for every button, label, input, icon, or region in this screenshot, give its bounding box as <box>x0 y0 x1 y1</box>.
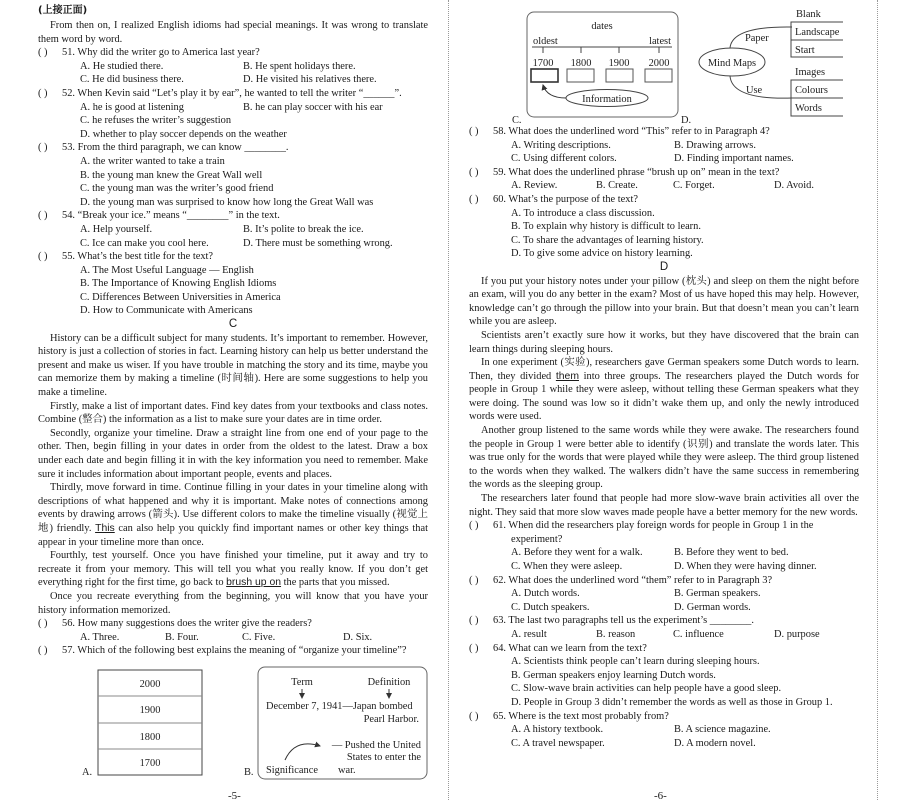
passage-d-paragraph-5: The researchers later found that people had more slow-wave brain activities all over the night. They said that more slow waves made people have a better memory for the new words. <box>469 493 859 518</box>
answer-blank[interactable]: ( ) <box>469 126 479 137</box>
intro-paragraph: From then on, I realized English idioms had special meanings. It was wrong to translate them word by word. <box>38 20 428 45</box>
option-a[interactable]: A. he is good at listening <box>80 101 184 113</box>
significance-label: Significance <box>266 765 318 776</box>
passage-d-paragraph-1: If you put your history notes under your pillow (枕头) and sleep on them the night before an exam, will you do any better in the exam? Most of us have hoped this may help. However, knowledge can’t go through the pillow into your brain. But that doesn’t mean you can’t learn while you are asleep. <box>469 275 859 328</box>
figure-a-row: 2000 <box>139 679 161 690</box>
text: In one experiment (实验), researchers gave German speakers some Dutch words to learn. Then, they divided <box>469 357 859 382</box>
blank-label: Blank <box>796 9 821 20</box>
passage-c-paragraph-2: Firstly, make a list of important dates. Find key dates from your textbooks and class notes. Combine (整合) the information as a list to make sure your dates are in time order. <box>38 400 428 426</box>
definition-line: Pearl Harbor. <box>363 714 419 725</box>
option-d[interactable]: D. How to Communicate with Americans <box>80 305 253 317</box>
underlined-word-them: them <box>555 370 579 382</box>
passage-d-paragraph-2: Scientists aren’t exactly sure how it works, but they have discovered that the brain can learn things during sleeping hours. <box>469 329 859 355</box>
option-a[interactable]: A. He studied there. <box>80 60 164 72</box>
answer-blank[interactable]: ( ) <box>38 251 48 263</box>
question-stem: 63. The last two paragraphs tell us the experiment’s ________. <box>493 615 754 627</box>
dates-label: dates <box>591 21 613 32</box>
option-d[interactable]: D. Six. <box>343 631 373 643</box>
page-number-right: -6- <box>654 790 667 802</box>
option-d[interactable]: D. To give some advice on history learning. <box>511 248 693 260</box>
figure-a-label: A. <box>82 767 93 778</box>
option-b[interactable]: B. Four. <box>165 631 199 643</box>
text: Fourthly, test yourself. Once you have finished your timeline, put it away and try to recreate it from your memory. This will tell you what you really know. If you don’t get everything right for the first time, go back to <box>38 550 428 589</box>
option-c[interactable]: C. influence <box>673 628 724 640</box>
year-label: 1800 <box>570 58 592 69</box>
latest-label: latest <box>649 36 671 47</box>
definition-label: Definition <box>367 677 411 688</box>
figure-a-stacked-dates <box>82 670 202 778</box>
option-c[interactable]: C. When they were asleep. <box>511 561 623 572</box>
passage-c-paragraph-3: Secondly, organize your timeline. Draw a straight line from one end of your page to the other. Then, begin filling in your dates in order from the oldest to the latest. Draw a box under each date and begin filling it in with the key information you need to remember. Make sure it includes information about important people, events and places. <box>38 427 428 480</box>
figure-a-row: 1800 <box>139 732 161 743</box>
option-b[interactable]: B. German speakers. <box>674 588 761 600</box>
paper-label: Paper <box>745 33 769 44</box>
figure-d-mind-map <box>681 9 843 126</box>
option-c[interactable]: C. To share the advantages of learning history. <box>511 234 704 246</box>
mind-maps-label: Mind Maps <box>707 58 757 69</box>
question-stem: 55. What’s the best title for the text? <box>62 251 214 263</box>
question-stem: 61. When did the researchers play foreign words for people in Group 1 in the experiment? <box>493 520 814 545</box>
option-a[interactable]: A. Review. <box>511 180 558 192</box>
option-c[interactable]: C. Forget. <box>673 180 715 192</box>
answer-blank[interactable]: ( ) <box>469 193 479 205</box>
page-number-left: -5- <box>228 790 241 802</box>
significance-line: war. <box>338 765 356 776</box>
option-b[interactable]: B. The Importance of Knowing English Idioms <box>80 278 277 290</box>
year-label: 2000 <box>648 58 670 69</box>
option-c[interactable]: C. the young man was the writer’s good friend <box>80 183 274 195</box>
option-c[interactable]: C. Slow-wave brain activities can help people have a good sleep. <box>511 683 782 695</box>
figure-b-label: B. <box>244 767 254 778</box>
curved-arrow-icon <box>543 85 566 98</box>
answer-blank[interactable]: ( ) <box>469 520 479 532</box>
curved-arrow-icon <box>285 744 320 760</box>
option-d[interactable]: D. A modern novel. <box>674 737 756 749</box>
option-d[interactable]: D. There must be something wrong. <box>243 237 393 249</box>
passage-c-paragraph-1: History can be a difficult subject for many students. It’s important to remember. However, history is just a collection of stories in fact. Learning history can help us better understand the present and make us wiser. If you have trouble in matching the story and its time, maybe you can memorize them by making a timeline (时间轴). Here are some suggestions to help you make a timeline. <box>38 332 428 399</box>
option-c[interactable]: C. Differences Between Universities in America <box>80 291 281 303</box>
option-c[interactable]: C. Ice can make you cool here. <box>80 237 209 249</box>
question-stem: 58. What does the underlined word “This” refer to in Paragraph 4? <box>493 126 770 137</box>
question-stem: 56. How many suggestions does the writer give the readers? <box>62 618 312 630</box>
option-b[interactable]: B. To explain why history is difficult to learn. <box>511 221 701 233</box>
option-a[interactable]: A. Writing descriptions. <box>511 139 611 151</box>
answer-blank[interactable]: ( ) <box>469 710 479 722</box>
option-b[interactable]: B. the young man knew the Great Wall well <box>80 169 263 181</box>
question-stem: 59. What does the underlined phrase “brush up on” mean in the text? <box>493 166 780 178</box>
definition-line: December 7, 1941—Japan bombed <box>266 701 413 712</box>
option-d[interactable]: D. whether to play soccer depends on the weather <box>80 128 287 140</box>
option-d[interactable]: D. purpose <box>774 628 820 640</box>
option-a[interactable]: A. Dutch words. <box>511 588 580 600</box>
figure-b-term-definition <box>244 667 427 779</box>
text: the parts that you missed. <box>281 577 390 589</box>
information-label: Information <box>582 94 632 105</box>
figure-d-label: D. <box>681 115 692 126</box>
year-label: 1700 <box>532 58 554 69</box>
option-c[interactable]: C. Five. <box>242 631 276 643</box>
words-label: Words <box>795 103 822 114</box>
option-a[interactable]: A. The Most Useful Language — English <box>80 264 254 276</box>
figure-c-label: C. <box>512 115 522 126</box>
answer-blank[interactable]: ( ) <box>469 642 479 654</box>
figure-a-row: 1700 <box>139 758 161 769</box>
option-b[interactable]: B. Create. <box>596 180 638 192</box>
option-a[interactable]: A. Help yourself. <box>80 223 153 235</box>
figure-a-row: 1900 <box>139 705 161 716</box>
answer-blank[interactable]: ( ) <box>469 166 479 178</box>
option-d[interactable]: D. German words. <box>674 601 751 613</box>
colours-label: Colours <box>795 85 828 96</box>
question-stem: 52. When Kevin said “Let’s play it by ear”, he wanted to tell the writer “______”. <box>62 87 402 99</box>
option-b[interactable]: B. he can play soccer with his ear <box>243 101 383 113</box>
question-stem: 54. “Break your ice.” means “________” in the text. <box>62 210 280 222</box>
significance-line: — Pushed the United <box>331 740 421 751</box>
option-d[interactable]: D. When they were having dinner. <box>674 561 817 572</box>
option-c[interactable]: C. He did business there. <box>80 74 184 86</box>
landscape-label: Landscape <box>795 27 840 38</box>
option-a[interactable]: A. result <box>511 628 547 640</box>
option-a[interactable]: A. Before they went for a walk. <box>511 547 643 559</box>
question-stem: 64. What can we learn from the text? <box>493 642 647 654</box>
option-d[interactable]: D. He visited his relatives there. <box>243 74 377 86</box>
option-b[interactable]: B. A science magazine. <box>674 724 771 736</box>
option-d[interactable]: D. People in Group 3 didn’t remember the words as well as those in Group 1. <box>511 696 833 708</box>
option-b[interactable]: B. It’s polite to break the ice. <box>243 223 364 235</box>
question-stem: 53. From the third paragraph, we can know ________. <box>62 142 289 154</box>
option-a[interactable]: A. Three. <box>80 631 120 643</box>
figure-c-timeline <box>512 12 678 126</box>
option-c[interactable]: C. he refuses the writer’s suggestion <box>80 115 232 127</box>
continued-label: (上接正面) <box>38 5 88 16</box>
text: can also help you quickly find important names or other key things that appear in your timeline more than once. <box>38 522 428 548</box>
option-b[interactable]: B. German speakers enjoy learning Dutch words. <box>511 669 716 681</box>
option-d[interactable]: D. the young man was surprised to know how long the Great Wall was <box>80 196 374 208</box>
question-stem: 65. Where is the text most probably from? <box>493 710 669 722</box>
option-c[interactable]: C. Dutch speakers. <box>511 601 590 613</box>
passage-c-paragraph-6: Once you recreate everything from the beginning, you will know that you have your history information memorized. <box>38 590 428 616</box>
option-a[interactable]: A. To introduce a class discussion. <box>511 207 655 219</box>
oldest-label: oldest <box>533 36 558 47</box>
images-label: Images <box>795 67 826 78</box>
start-label: Start <box>795 45 815 56</box>
option-b[interactable]: B. Before they went to bed. <box>674 547 789 559</box>
answer-blank[interactable]: ( ) <box>38 210 48 222</box>
option-c[interactable]: C. Using different colors. <box>511 153 617 165</box>
option-a[interactable]: A. A history textbook. <box>511 724 604 736</box>
text: Thirdly, move forward in time. Continue filling in your dates in your timeline along with descriptions of what happened and why it is important. Make notes of connections among events by drawing arrows (箭头). Use different colors to make the timeline visually (视觉上地) friendly. <box>38 482 428 534</box>
use-label: Use <box>746 85 763 96</box>
significance-line: States to enter the <box>346 752 421 763</box>
option-b[interactable]: B. reason <box>596 628 636 640</box>
option-a[interactable]: A. the writer wanted to take a train <box>80 155 225 167</box>
underlined-phrase-brush-up-on: brush up on <box>226 577 282 589</box>
answer-blank[interactable]: ( ) <box>38 47 48 59</box>
answer-blank[interactable]: ( ) <box>469 615 479 627</box>
option-b[interactable]: B. Drawing arrows. <box>674 139 756 151</box>
text: into three groups. The researchers played the Dutch words for people in Group 1 while they were asleep, without telling these German speakers what they were doing. The sound was low so it didn’t wake them up, and only the newly introduced words were used. <box>469 370 860 423</box>
option-d[interactable]: D. Avoid. <box>774 180 814 192</box>
answer-blank[interactable]: ( ) <box>469 574 479 586</box>
option-a[interactable]: A. Scientists think people can’t learn during sleeping hours. <box>511 656 760 668</box>
question-stem: 57. Which of the following best explains the meaning of “organize your timeline”? <box>62 645 407 657</box>
year-label: 1900 <box>608 58 630 69</box>
section-heading-c: C <box>228 318 238 331</box>
answer-blank[interactable]: ( ) <box>38 87 48 99</box>
option-d[interactable]: D. Finding important names. <box>674 153 794 165</box>
question-stem: 62. What does the underlined word “them” refer to in Paragraph 3? <box>493 574 773 586</box>
section-heading-d: D <box>659 260 669 273</box>
passage-d-paragraph-4: Another group listened to the same words while they were awake. The researchers found the people in Group 1 were better able to identify (识别) and translate the words later. This was true only for the words that were played while they were asleep. The third group listened to the words when they walked. The walkers didn’t have the same success in remembering the words as the sleeping group. <box>469 425 859 491</box>
option-c[interactable]: C. A travel newspaper. <box>511 737 605 749</box>
term-label: Term <box>291 677 313 688</box>
option-b[interactable]: B. He spent holidays there. <box>243 60 356 72</box>
answer-blank[interactable]: ( ) <box>38 645 48 657</box>
answer-blank[interactable]: ( ) <box>38 618 48 630</box>
question-stem: 51. Why did the writer go to America last year? <box>62 47 260 59</box>
question-stem: 60. What’s the purpose of the text? <box>493 193 638 205</box>
answer-blank[interactable]: ( ) <box>38 142 48 154</box>
underlined-word-this: This <box>95 522 115 534</box>
